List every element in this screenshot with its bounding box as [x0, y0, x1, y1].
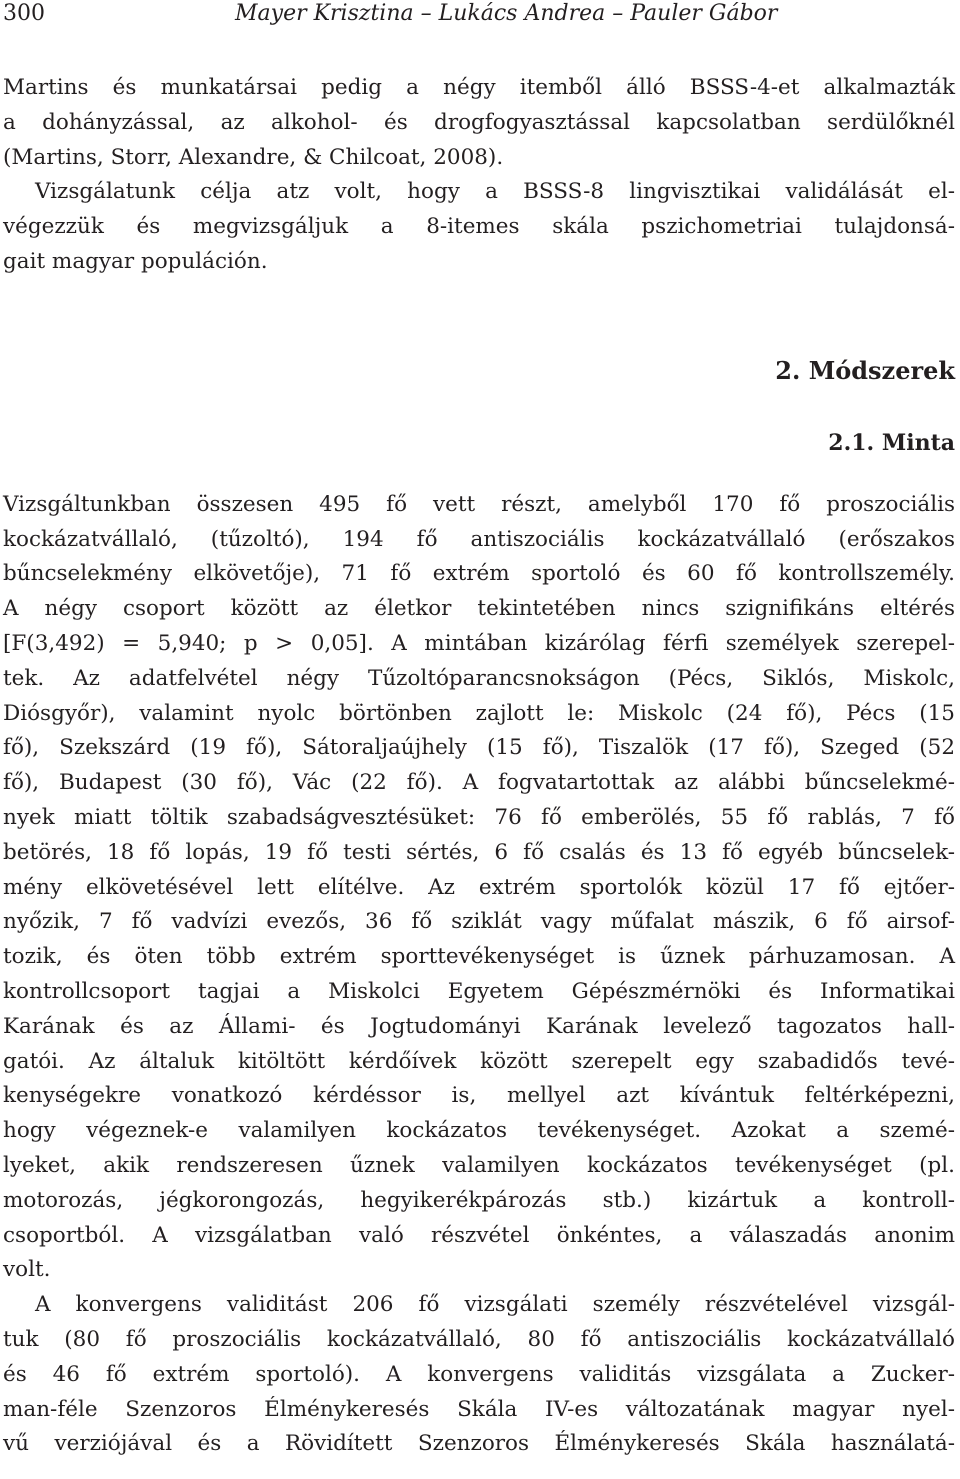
text-line: Karának és az Állami- és Jogtudományi Karának levelező tagozatos hall- — [3, 1013, 955, 1039]
text-line: tuk (80 fő proszociális kockázatvállaló, 80 fő antiszociális kockázatvállaló — [3, 1326, 955, 1352]
running-title: Mayer Krisztina – Lukács Andrea – Pauler Gábor — [235, 1, 778, 26]
text-line: betörés, 18 fő lopás, 19 fő testi sértés, 6 fő csalás és 13 fő egyéb bűncselek- — [3, 839, 955, 865]
text-line: man-féle Szenzoros Élménykeresés Skála IV-es változatának magyar nyel- — [3, 1396, 955, 1422]
sample-paragraph — [3, 488, 955, 1288]
text-line: kockázatvállaló, (tűzoltó), 194 fő antiszociális kockázatvállaló (erőszakos — [3, 526, 955, 552]
text-line: fő), Budapest (30 fő), Vác (22 fő). A fogvatartottak az alábbi bűncselekmé- — [3, 770, 955, 796]
text-line: tek. Az adatfelvétel négy Tűzoltóparancsnokságon (Pécs, Siklós, Miskolc, — [3, 665, 955, 691]
text-line: gait magyar populáción. — [3, 248, 268, 274]
text-line: (Martins, Storr, Alexandre, & Chilcoat, 2008). — [3, 144, 504, 170]
text-line: kontrollcsoport tagjai a Miskolci Egyetem Gépészmérnöki és Informatikai — [3, 978, 955, 1004]
text-line: bűncselekmény elkövetője), 71 fő extrém sportoló és 60 fő kontrollszemély. — [3, 561, 955, 587]
text-line: motorozás, jégkorongozás, hegyikerékpározás stb.) kizártuk a kontroll- — [3, 1187, 955, 1213]
text-line: tozik, és öten több extrém sporttevékenységet is űznek párhuzamosan. A — [3, 944, 955, 970]
text-line: vű verziójával és a Rövidített Szenzoros Élménykeresés Skála használatá- — [3, 1431, 955, 1457]
text-line: Vizsgálatunk célja atz volt, hogy a BSSS-8 lingvisztikai validálását el- — [35, 179, 955, 205]
section-heading: 2. Módszerek — [775, 355, 955, 385]
text-line: gatói. Az általuk kitöltött kérdőívek között szerepelt egy szabadidős tevé- — [3, 1048, 955, 1074]
text-line: Vizsgáltunkban összesen 495 fő vett részt, amelyből 170 fő proszociális — [3, 491, 955, 517]
text-line: [F(3,492) = 5,940; p > 0,05]. A mintában kizárólag férfi személyek szerepel- — [3, 630, 955, 656]
subsection-heading: 2.1. Minta — [828, 429, 955, 456]
text-line: Martins és munkatársai pedig a négy itemből álló BSSS-4-et alkalmazták — [3, 75, 955, 100]
page — [3, 0, 955, 1462]
text-line: fő), Szekszárd (19 fő), Sátoraljaújhely (15 fő), Tiszalök (17 fő), Szeged (52 — [3, 735, 955, 761]
text-line: lyeket, akik rendszeresen űznek valamilyen kockázatos tevékenységet (pl. — [3, 1152, 955, 1178]
text-line: mény elkövetésével lett elítélve. Az extrém sportolók közül 17 fő ejtőer- — [3, 874, 955, 900]
text-line: kenységekre vonatkozó kérdéssor is, mellyel azt kívántuk feltérképezni, — [3, 1083, 955, 1109]
text-line: A konvergens validitást 206 fő vizsgálati személy részvételével vizsgál- — [35, 1292, 955, 1318]
text-line: nyek miatt töltik szabadságvesztésüket: 76 fő emberölés, 55 fő rablás, 7 fő — [3, 804, 955, 830]
text-line: és 46 fő extrém sportoló). A konvergens validitás vizsgálata a Zucker- — [3, 1361, 955, 1387]
text-line: volt. — [3, 1257, 51, 1283]
intro-paragraph — [3, 71, 955, 175]
text-line: nyőzik, 7 fő vadvízi evezős, 36 fő sziklát vagy műfalat mászik, 6 fő airsof- — [3, 909, 955, 935]
text-line: A négy csoport között az életkor tekintetében nincs szignifikáns eltérés — [3, 596, 955, 622]
text-line: végezzük és megvizsgáljuk a 8-itemes skála pszichometriai tulajdonsá- — [3, 214, 955, 240]
aim-paragraph — [3, 175, 955, 279]
validity-paragraph — [3, 1288, 955, 1462]
text-line: Diósgyőr), valamint nyolc börtönben zajlott le: Miskolc (24 fő), Pécs (15 — [3, 700, 955, 726]
page-number: 300 — [3, 1, 45, 26]
text-line: hogy végeznek-e valamilyen kockázatos tevékenységet. Azokat a szemé- — [3, 1118, 955, 1144]
running-header — [3, 0, 955, 34]
text-line: a dohányzással, az alkohol- és drogfogyasztással kapcsolatban serdülőknél — [3, 109, 955, 135]
text-line: csoportból. A vizsgálatban való részvétel önkéntes, a válaszadás anonim — [3, 1222, 955, 1248]
